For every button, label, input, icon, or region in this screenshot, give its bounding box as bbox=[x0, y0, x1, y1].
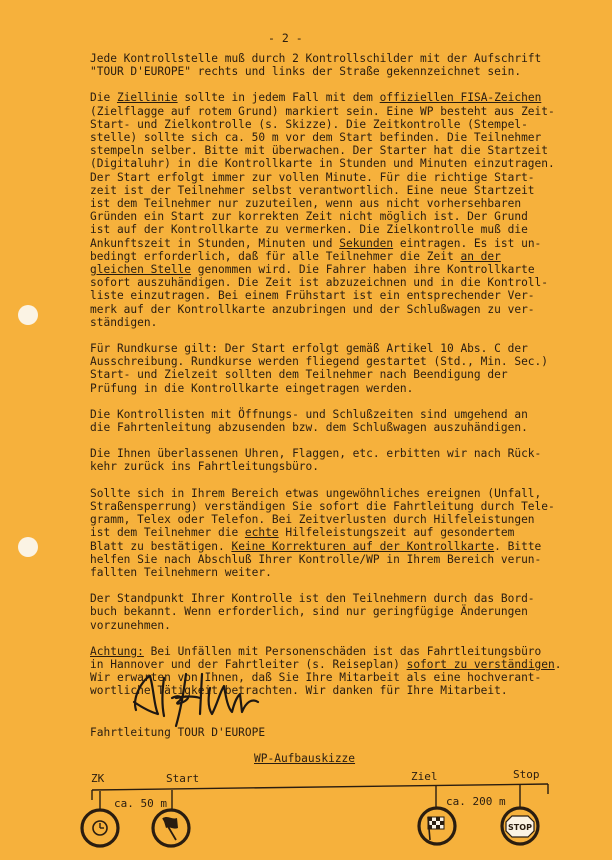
text-line: ist dem Teilnehmer nur zuzuteilen, wenn aus nicht vorhersehbaren bbox=[90, 197, 522, 211]
text-line: Die Ihnen überlassenen Uhren, Flaggen, etc. erbitten wir nach Rück- bbox=[90, 447, 542, 461]
text-line: Ankunftszeit in Stunden, Minuten und Sekunden eintragen. Es ist un- bbox=[90, 236, 542, 250]
paragraph-equipment-return bbox=[90, 447, 610, 473]
text-line: Jede Kontrollstelle muß durch 2 Kontrollschilder mit der Aufschrift bbox=[90, 52, 542, 65]
wp-layout-diagram bbox=[0, 770, 612, 860]
sketch-title: WP-Aufbauskizze bbox=[254, 752, 356, 765]
underlined-echte: echte bbox=[244, 526, 279, 540]
finish-flag-sign-icon bbox=[419, 808, 455, 844]
text-line: gramm, Telex oder Telefon. Bei Zeitverlusten durch Hilfeleistungen bbox=[90, 513, 535, 527]
text-line: buch bekannt. Wenn erforderlich, sind nur geringfügige Änderungen bbox=[90, 605, 528, 619]
label-distance-50m: ca. 50 m bbox=[114, 797, 167, 810]
paragraph-standpunkt bbox=[90, 592, 610, 632]
text-line: ständigen. bbox=[90, 315, 158, 329]
paragraph-control-signs bbox=[90, 52, 610, 78]
paragraph-finish-line bbox=[90, 91, 610, 329]
underlined-an-der: an der bbox=[460, 249, 501, 263]
underlined-sofort-verstaendigen: sofort zu verständigen bbox=[406, 657, 555, 671]
underlined-ziellinie: Ziellinie bbox=[116, 91, 178, 105]
punch-hole bbox=[18, 305, 38, 325]
text-line: Sollte sich in Ihrem Bereich etwas ungewöhnliches ereignen (Unfall, bbox=[90, 486, 542, 500]
paragraph-incidents bbox=[90, 487, 610, 579]
paragraph-rundkurse bbox=[90, 342, 610, 395]
text-line: Für Rundkurse gilt: Der Start erfolgt gemäß Artikel 10 Abs. C der bbox=[90, 342, 528, 356]
signature-line: Fahrtleitung TOUR D'EUROPE bbox=[90, 726, 266, 739]
text-line: Die Ziellinie sollte in jedem Fall mit dem offiziellen FISA-Zeichen bbox=[90, 91, 542, 105]
signature bbox=[128, 668, 268, 728]
text-line: in Hannover und der Fahrtleiter (s. Reiseplan) sofort zu verständigen. bbox=[90, 657, 562, 671]
text-line: bedingt erforderlich, daß für alle Teilnehmer die Zeit an der bbox=[90, 249, 501, 263]
text-line: fallten Teilnehmern weiter. bbox=[90, 565, 272, 579]
body-text bbox=[90, 52, 610, 711]
text-line: kehr zurück ins Fahrtleitungsbüro. bbox=[90, 460, 320, 474]
text-line: Der Standpunkt Ihrer Kontrolle ist den Teilnehmern durch das Bord- bbox=[90, 592, 535, 606]
zk-sign-icon bbox=[82, 810, 118, 846]
start-flag-sign-icon bbox=[153, 810, 189, 846]
label-start: Start bbox=[166, 772, 200, 785]
underlined-gleichen-stelle: gleichen Stelle bbox=[90, 263, 192, 277]
text-line: liste einzutragen. Bei einem Frühstart ist ein entsprechender Ver- bbox=[90, 289, 535, 303]
label-stop: Stop bbox=[513, 768, 540, 781]
text-line: Achtung: Bei Unfällen mit Personenschäden ist das Fahrtleitungsbüro bbox=[90, 644, 542, 658]
stop-sign-icon bbox=[502, 808, 538, 844]
label-ziel: Ziel bbox=[411, 770, 438, 783]
text-line: Die Kontrollisten mit Öffnungs- und Schlußzeiten sind umgehend an bbox=[90, 407, 528, 421]
text-line: helfen Sie nach Abschluß Ihrer Kontrolle/WP in Ihrem Bereich verun- bbox=[90, 552, 542, 566]
text-line: wortliche Tätigkeit betrachten. Wir danken für Ihre Mitarbeit. bbox=[90, 684, 508, 698]
text-line: stelle) sollte sich ca. 50 m vor dem Start befinden. Die Teilnehmer bbox=[90, 131, 542, 145]
text-line: vorzunehmen. bbox=[90, 618, 171, 632]
text-line: (Zielflagge auf rotem Grund) markiert sein. Eine WP besteht aus Zeit- bbox=[90, 104, 555, 118]
page-number: - 2 - bbox=[268, 31, 303, 45]
text-line: Start- und Zielkontrolle (s. Skizze). Die Zeitkontrolle (Stempel- bbox=[90, 117, 528, 131]
text-line: Wir erwarten von Ihnen, daß Sie Ihre Mitarbeit als eine hochverant- bbox=[90, 671, 542, 685]
text-line: Start- und Zielzeit sollten dem Teilnehmer nach Beendigung der bbox=[90, 368, 508, 382]
road-line bbox=[92, 784, 548, 790]
stop-sign-text: STOP bbox=[508, 823, 532, 832]
text-line: gleichen Stelle genommen wird. Die Fahrer haben ihre Kontrollkarte bbox=[90, 263, 535, 277]
underlined-fisa-zeichen: offiziellen FISA-Zeichen bbox=[379, 91, 542, 105]
text-line: (Digitaluhr) in die Kontrollkarte in Stunden und Minuten einzutragen. bbox=[90, 157, 555, 171]
underlined-achtung: Achtung: bbox=[90, 644, 144, 658]
text-line: Gründen ein Start zur korrekten Zeit nicht möglich ist. Der Grund bbox=[90, 210, 528, 224]
text-line: stempeln selber. Bitte mit überwachen. Der Starter hat die Startzeit bbox=[90, 144, 549, 158]
text-line: merk auf der Kontrollkarte anzubringen und der Schlußwagen zu ver- bbox=[90, 302, 535, 316]
text-line: Straßensperrung) verständigen Sie sofort die Fahrtleitung durch Tele- bbox=[90, 499, 555, 513]
text-line: Blatt zu bestätigen. Keine Korrekturen auf der Kontrollkarte. Bitte bbox=[90, 539, 542, 553]
text-line: ist auf der Kontrollkarte zu vermerken. Die Zielkontrolle muß die bbox=[90, 223, 528, 237]
text-line: zeit ist der Teilnehmer selbst verantwortlich. Eine neue Startzeit bbox=[90, 183, 535, 197]
label-distance-200m: ca. 200 m bbox=[446, 795, 506, 808]
text-line: Prüfung in die Kontrollkarte eingetragen werden. bbox=[90, 381, 414, 395]
text-line: sofort auszuhändigen. Die Zeit ist abzuzeichnen und in die Kontroll- bbox=[90, 276, 549, 290]
underlined-sekunden: Sekunden bbox=[339, 236, 394, 250]
text-line: "TOUR D'EUROPE" rechts und links der Straße gekennzeichnet sein. bbox=[90, 65, 522, 79]
punch-hole bbox=[18, 537, 38, 557]
text-line: ist dem Teilnehmer die echte Hilfeleistungszeit auf gesondertem bbox=[90, 526, 515, 540]
underlined-keine-korrekturen: Keine Korrekturen auf der Kontrollkarte bbox=[231, 539, 495, 553]
label-zk: ZK bbox=[91, 772, 105, 785]
text-line: die Fahrtenleitung abzusenden bzw. dem Schlußwagen auszuhändigen. bbox=[90, 421, 528, 435]
text-line: Der Start erfolgt immer zur vollen Minute. Für die richtige Start- bbox=[90, 170, 535, 184]
text-line: Ausschreibung. Rundkurse werden fliegend gestartet (Std., Min. Sec.) bbox=[90, 355, 549, 369]
paragraph-kontrollisten bbox=[90, 408, 610, 434]
